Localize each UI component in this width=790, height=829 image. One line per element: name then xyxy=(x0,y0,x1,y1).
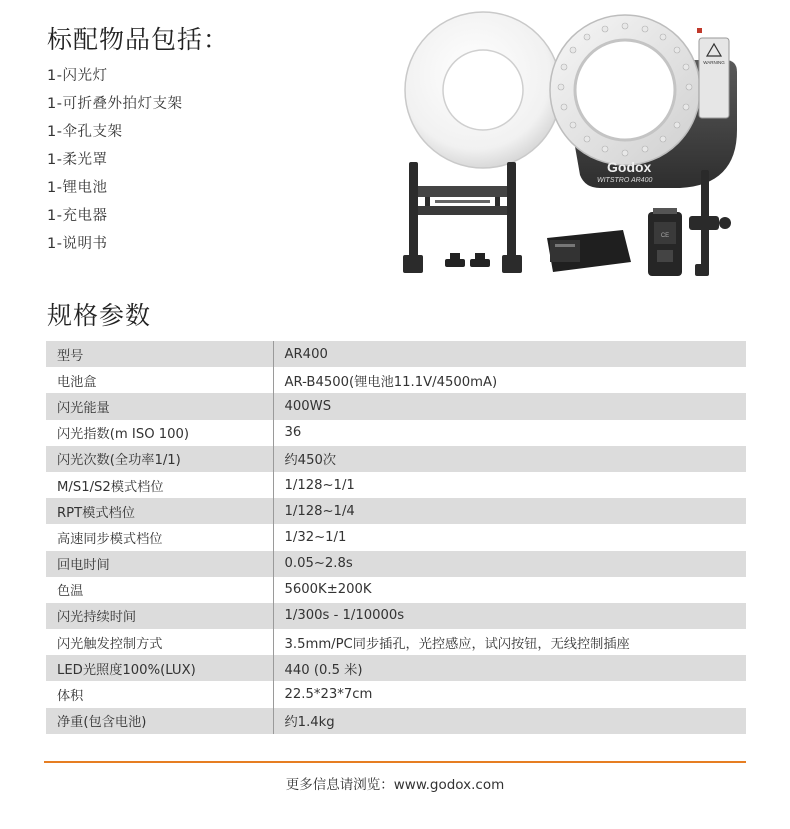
package-item: 1-柔光罩 xyxy=(47,152,108,168)
table-row xyxy=(46,577,746,603)
spec-value: 36 xyxy=(273,420,746,446)
spec-value: 5600K±200K xyxy=(273,577,746,603)
charger-label: CE xyxy=(660,233,670,239)
package-title: 标配物品包括： xyxy=(47,25,230,54)
spec-value: 1/300s - 1/10000s xyxy=(273,603,746,629)
package-item: 1-可折叠外拍灯支架 xyxy=(47,96,183,112)
spec-key: LED光照度100%(LUX) xyxy=(46,655,273,681)
package-item: 1-说明书 xyxy=(47,236,108,252)
spec-value: 440 (0.5 米) xyxy=(273,655,746,681)
spec-key: 型号 xyxy=(46,341,273,367)
spec-key: 闪光指数(m ISO 100) xyxy=(46,420,273,446)
table-row xyxy=(46,655,746,681)
table-row xyxy=(46,708,746,734)
package-item: 1-锂电池 xyxy=(47,180,108,196)
battery-pack xyxy=(547,230,631,272)
table-row xyxy=(46,341,746,367)
package-list xyxy=(47,66,182,262)
spec-key: 电池盒 xyxy=(46,367,273,393)
table-row xyxy=(46,551,746,577)
spec-value: 3.5mm/PC同步插孔，光控感应，试闪按钮，无线控制插座 xyxy=(273,629,746,655)
table-row xyxy=(46,393,746,419)
package-item: 1-闪光灯 xyxy=(47,68,108,84)
ring-flash-unit xyxy=(550,15,737,188)
package-item: 1-充电器 xyxy=(47,208,108,224)
foldable-bracket xyxy=(403,162,522,273)
spec-value: AR-B4500(锂电池11.1V/4500mA) xyxy=(273,367,746,393)
table-row xyxy=(46,524,746,550)
diffuser-ring xyxy=(405,12,561,168)
specs-title: 规格参数 xyxy=(47,301,152,330)
package-item: 1-伞孔支架 xyxy=(47,124,123,140)
spec-value: AR400 xyxy=(273,341,746,367)
spec-value: 1/128~1/1 xyxy=(273,472,746,498)
spec-key: 闪光能量 xyxy=(46,393,273,419)
charger xyxy=(648,208,682,276)
spec-value: 约1.4kg xyxy=(273,708,746,734)
thumb-screws xyxy=(445,253,490,267)
spec-value: 约450次 xyxy=(273,446,746,472)
spec-key: 闪光触发控制方式 xyxy=(46,629,273,655)
footer-link-text[interactable]: 更多信息请浏览：www.godox.com xyxy=(285,777,505,793)
spec-key: 回电时间 xyxy=(46,551,273,577)
table-row xyxy=(46,446,746,472)
brand-logo: Godox xyxy=(607,159,652,175)
spec-value: 1/32~1/1 xyxy=(273,524,746,550)
table-row xyxy=(46,603,746,629)
spec-key: 闪光持续时间 xyxy=(46,603,273,629)
footer-divider xyxy=(44,761,746,763)
table-row xyxy=(46,367,746,393)
spec-key: 净重(包含电池) xyxy=(46,708,273,734)
spec-value: 22.5*23*7cm xyxy=(273,681,746,707)
spec-key: 高速同步模式档位 xyxy=(46,524,273,550)
spec-key: 色温 xyxy=(46,577,273,603)
specs-table xyxy=(46,341,746,734)
table-row xyxy=(46,420,746,446)
spec-value: 400WS xyxy=(273,393,746,419)
spec-key: 体积 xyxy=(46,681,273,707)
warning-label: WARNING xyxy=(703,60,725,65)
table-row xyxy=(46,498,746,524)
product-image xyxy=(395,10,790,290)
spec-value: 1/128~1/4 xyxy=(273,498,746,524)
spec-key: RPT模式档位 xyxy=(46,498,273,524)
spec-key: M/S1/S2模式档位 xyxy=(46,472,273,498)
spec-key: 闪光次数(全功率1/1) xyxy=(46,446,273,472)
table-row xyxy=(46,472,746,498)
spec-value: 0.05~2.8s xyxy=(273,551,746,577)
model-label: WITSTRO AR400 xyxy=(597,177,653,184)
table-row xyxy=(46,681,746,707)
table-row xyxy=(46,629,746,655)
